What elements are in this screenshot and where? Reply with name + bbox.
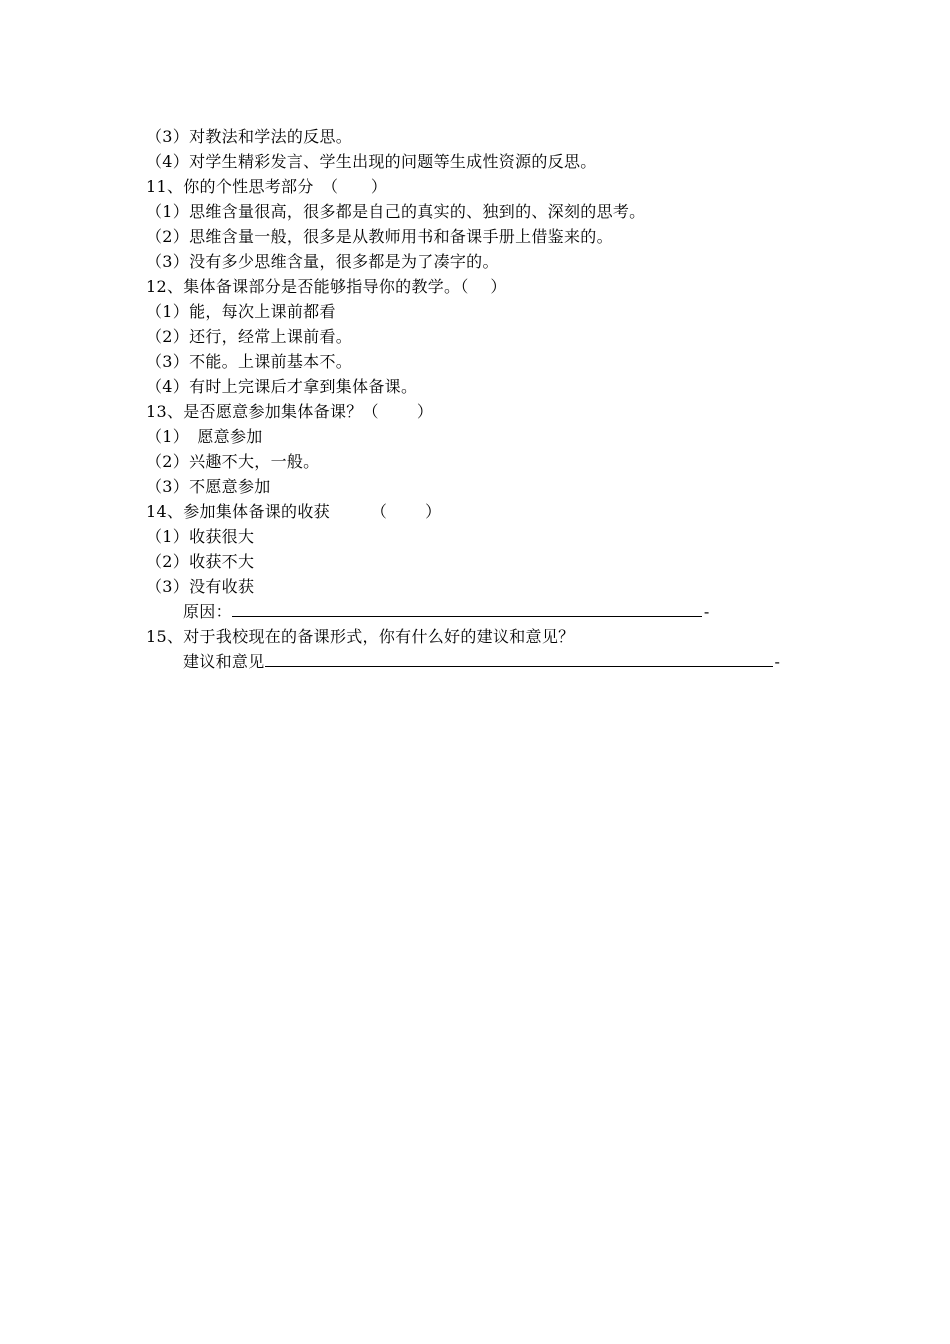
list-item: （3）没有多少思维含量，很多都是为了凑字的。 [146,252,499,271]
list-item: （4）对学生精彩发言、学生出现的问题等生成性资源的反思。 [146,152,597,171]
survey-content [146,124,846,674]
suggestion-row [146,649,846,674]
suggestion-answer-blank[interactable] [265,649,773,667]
question-11: 11、你的个性思考部分 （ ） [146,177,388,196]
question-12: 12、集体备课部分是否能够指导你的教学。（ ） [146,277,507,296]
reason-end-mark: - [703,602,710,621]
question-14: 14、参加集体备课的收获 （ ） [146,502,442,521]
list-item: （1）能，每次上课前都看 [146,302,336,321]
list-item: （3）没有收获 [146,577,255,596]
list-item: （4）有时上完课后才拿到集体备课。 [146,377,418,396]
list-item: （1） 愿意参加 [146,427,263,446]
list-item: （3）不愿意参加 [146,477,271,496]
list-item: （3）不能。上课前基本不。 [146,352,353,371]
list-item: （2）收获不大 [146,552,255,571]
list-item: （2）兴趣不大，一般。 [146,452,320,471]
question-15: 15、对于我校现在的备课形式，你有什么好的建议和意见？ [146,627,575,646]
reason-row [146,599,846,624]
list-item: （2）还行，经常上课前看。 [146,327,353,346]
reason-label: 原因： [183,602,232,621]
reason-answer-blank[interactable] [232,599,702,617]
question-13: 13、是否愿意参加集体备课？（ ） [146,402,434,421]
list-item: （1）思维含量很高，很多都是自己的真实的、独到的、深刻的思考。 [146,202,646,221]
suggestion-label: 建议和意见 [183,652,265,671]
list-item: （2）思维含量一般，很多是从教师用书和备课手册上借鉴来的。 [146,227,613,246]
suggestion-end-mark: - [774,652,781,671]
list-item: （3）对教法和学法的反思。 [146,127,353,146]
list-item: （1）收获很大 [146,527,255,546]
